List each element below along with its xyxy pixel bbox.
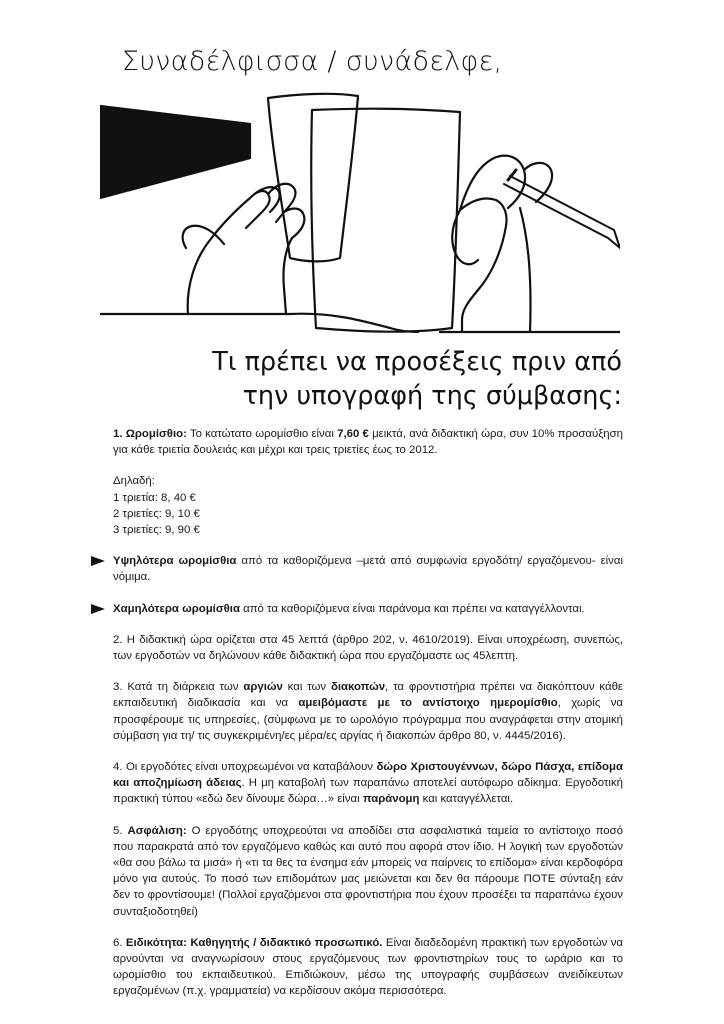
triennial-1: 1 τριετία: 8, 40 € [113,491,196,504]
section-4-bold-illegal: παράνομη [362,793,420,806]
section-3-text-c: , τα φροντιστήρια πρέπει να διακόπτουν κάθε εκπαιδευτική διαδικασία και να [113,681,623,710]
table-line [100,314,620,332]
arrow-right-icon [91,556,105,566]
triennial-2: 2 τριετίες: 9, 10 € [113,507,200,520]
right-hand [460,156,552,332]
section-4-text-b: . Η μη καταβολή των παραπάνω αποτελεί αυτόφωρο αδίκημα. Εργοδοτική πρακτική τύπου «εδώ δεν δίνουμε δώρα…» είναι [113,777,623,806]
bullet-higher-wages [113,553,623,585]
section-1-text-b: μεικτά, ανά διδακτική ώρα, συν 10% προσαύξηση για κάθε τριετία δουλειάς και μέχρι και τρεις τριετίες έως το 2012. [113,428,623,457]
section-5-text: Ο εργοδότης υποχρεούται να αποδίδει στα ασφαλιστικά ταμεία το αντίστοιχο ποσό που παρακρατά από τον εργαζόμενο καθώς και αυτό που αφορά στον ίδιο. Η λογική των εργοδοτών «θα σου βάλω τα μισά» ή «τι τα θες τα ένσημα εάν μπορείς να παίρνεις το επίδομα» είναι κερδοφόρα μόνο για αυτούς. Το ποσό των επιδομάτων μας μειώνεται και δεν θα πάρουμε ΠΟΤΕ σύνταξη εάν δεν το φροντίσουμε! (Πολλοί εργαζόμενοι στα φροντιστήρια που έχουν προσέξει τα παραπάνω έχουν συνταξιοδοτηθεί) [113,824,623,918]
section-6-text: Είναι διαδεδομένη πρακτική των εργοδοτών να αρνούνται να αναγνωρίσουν στους εργαζόμενους των φροντιστηρίων τους το ωράριο και το ωρομίσθιο του εκπαιδευτικού. Επιδιώκουν, μέσω της υπογραφής συμβάσεων ανειδίκευτων εργαζομένων (π.χ. γραμματεία) να κερδίσουν ακόμα περισσότερα. [113,936,624,998]
section-3-bold-pay: αμειβόμαστε με το αντίστοιχο ημερομίσθιο [298,697,558,710]
section-1-number: 1. [113,428,126,440]
section-5-insurance [113,823,623,920]
spotlight-cone [100,106,250,198]
headline-line-1: Τι πρέπει να προσέξεις πριν από [212,347,622,377]
bullet-lower-text: από τα καθοριζόμενα είναι παράνομα και πρέπει να καταγγέλλονται. [239,602,585,615]
headline-line-2: την υπογραφή της σύμβασης: [242,381,622,411]
section-5-number: 5. [113,824,128,837]
section-1-text-a: Το κατώτατο ωρομίσθιο είναι [186,428,338,440]
section-3-text-b: και των [282,681,331,694]
bullet-lower-wages [113,601,623,617]
section-1-amount: 7,60 € [337,428,369,440]
section-4-text-a: 4. Οι εργοδότες είναι υποχρεωμένοι να καταβάλουν [113,761,377,774]
section-6-specialty [113,935,623,1000]
section-4-bold-bonuses: δώρο Χριστουγέννων, δώρο Πάσχα, επίδομα και αποζημίωση άδειας [113,761,623,790]
bullet-higher-text: από τα καθοριζόμενα –μετά από συμφωνία εργοδότη/ εργαζόμενου- είναι νόμιμα. [113,555,623,584]
paper-front [311,109,460,332]
section-2-teaching-hour: 2. Η διδακτική ώρα ορίζεται στα 45 λεπτά (άρθρο 202, ν. 4610/2019). Είναι υποχρέωση, συνεπώς, των εργοδοτών να δηλώνουν κάθε διδακτική ώρα που εργαζόμαστε ως 45λεπτη. [113,633,623,663]
section-6-number: 6. [113,936,126,949]
section-1-hourly-wage [113,426,623,458]
greeting-heading: Συναδέλφισσα / συνάδελφε, [122,46,503,77]
triennial-list [113,473,623,538]
section-5-title: Ασφάλιση: [127,824,187,837]
bullet-lower-bold: Χαμηλότερα ωρομίσθια [113,602,240,615]
right-wrist [520,208,531,332]
section-4-text-c: και καταγγέλλεται. [419,793,514,806]
triennial-label: Δηλαδή: [113,475,155,488]
section-3-bold-holidays: αργιών [243,681,283,694]
section-3-holidays [113,679,623,744]
section-6-title: Ειδικότητα: Καθηγητής / διδακτικό προσωπικό. [125,936,383,949]
wage-rules-list [113,553,623,617]
headline [212,345,622,413]
document-body [113,426,623,1015]
section-4-bonuses [113,759,623,808]
section-3-bold-vacations: διακοπών [330,681,386,694]
bullet-higher-bold: Υψηλότερα ωρομίσθια [113,555,237,568]
arrow-right-icon [91,604,105,614]
section-3-text-a: 3. Κατά τη διάρκεια των [113,681,244,694]
section-1-title: Ωρομίσθιο: [125,428,187,440]
section-3-text-d: , χωρίς να προσφέρουμε τις υπηρεσίες, (σύμφωνα με το ωρολόγιο πρόγραμμα που αναγράφεται στην ατομική σύμβαση για τη/ τις συγκεκριμένη/ες μέρα/ες αργίας ή διακοπών άρθρο 80, ν. 4445/2016). [113,697,623,742]
contract-signing-illustration [100,88,620,350]
triennial-3: 3 τριετίες: 9, 90 € [113,524,200,537]
left-hand [188,184,305,314]
